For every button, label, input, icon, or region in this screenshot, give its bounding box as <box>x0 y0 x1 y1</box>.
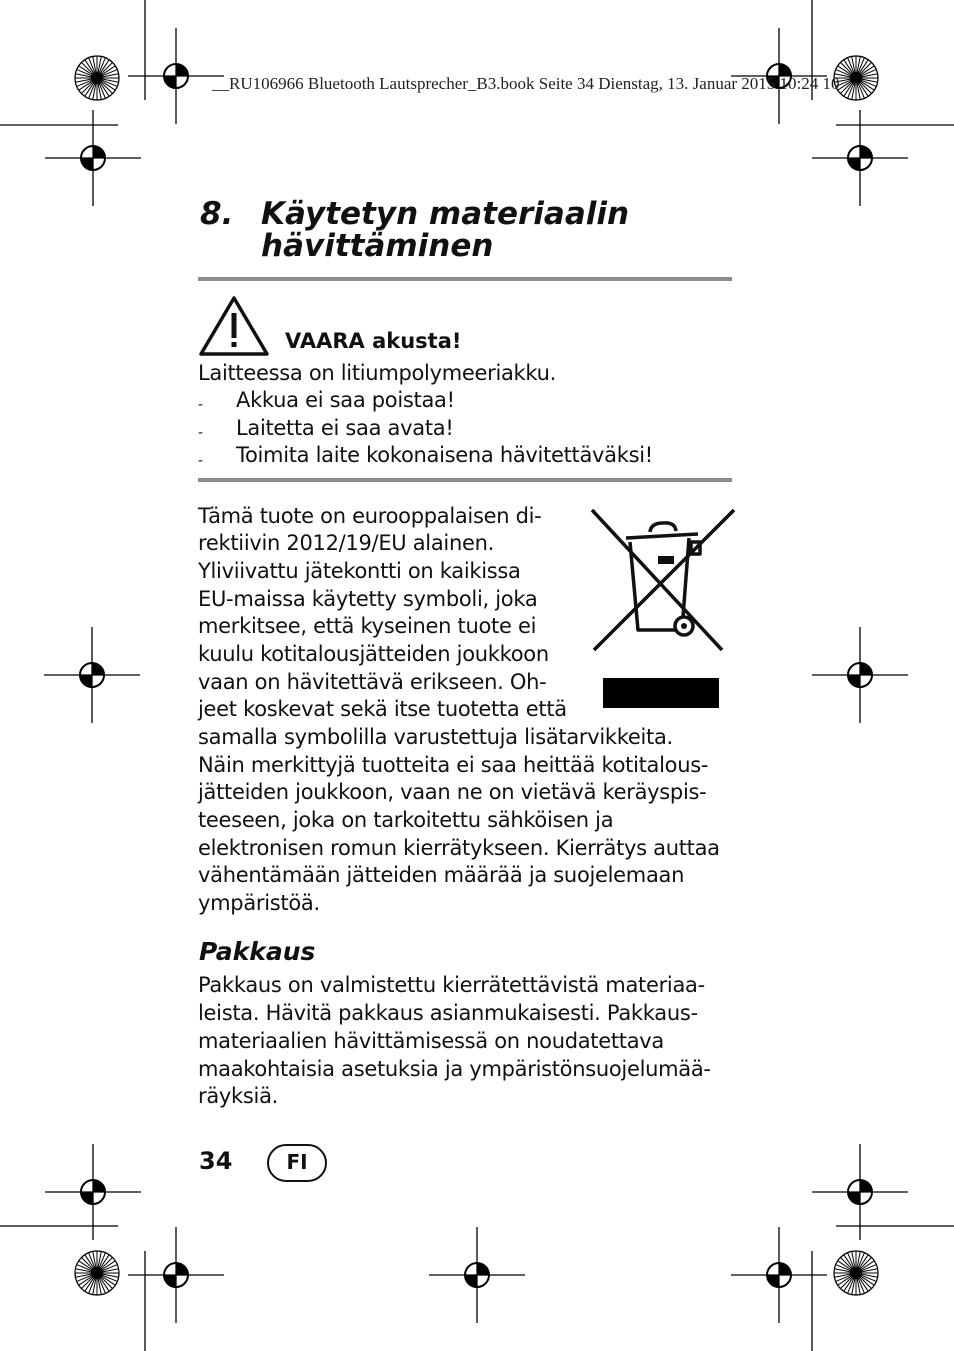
heading-divider <box>198 277 732 281</box>
weee-text-line: merkitsee, että kyseinen tuote ei <box>198 614 537 638</box>
weee-text-line: EU-maissa käytetty symboli, joka <box>198 587 538 611</box>
warning-triangle-icon <box>198 295 270 357</box>
weee-text-line: teeseen, joka on tarkoitettu sähköisen ja <box>198 808 614 832</box>
packaging-text-line: leista. Hävitä pakkaus asianmukaisesti. Pakkaus- <box>198 1001 698 1025</box>
warning-bullet: Laitetta ei saa avata! <box>236 416 454 440</box>
weee-black-bar <box>603 678 719 708</box>
weee-text-line: jeet koskevat sekä itse tuotetta että <box>198 697 567 721</box>
packaging-text-line: maakohtaisia asetuksia ja ympäristönsuojelumää- <box>198 1057 711 1081</box>
warning-title: VAARA akusta! <box>285 329 462 353</box>
packaging-text-line: Pakkaus on valmistettu kierrätettävistä materiaa- <box>198 973 705 997</box>
weee-text-line: Yliviivattu jätekontti on kaikissa <box>198 559 521 583</box>
section-title-line-2: hävittäminen <box>261 228 494 264</box>
packaging-text-line: materiaalien hävittämisessä on noudatettava <box>198 1029 664 1053</box>
weee-text-line: kuulu kotitalousjätteiden joukkoon <box>198 642 549 666</box>
warning-divider <box>198 478 732 482</box>
bullet-dash: - <box>198 453 203 469</box>
weee-text-line: rektiivin 2012/19/EU alainen. <box>198 531 494 555</box>
packaging-text-line: räyksiä. <box>198 1084 279 1108</box>
bullet-dash: - <box>198 425 203 441</box>
warning-bullet: Akkua ei saa poistaa! <box>236 388 455 412</box>
warning-bullet: Toimita laite kokonaisena hävitettäväksi! <box>236 443 653 467</box>
weee-text-line: vaan on hävitettävä erikseen. Oh- <box>198 670 547 694</box>
weee-text-line: vähentämään jätteiden määrää ja suojelemaan <box>198 863 685 887</box>
bullet-dash: - <box>198 397 203 413</box>
page-number: 34 <box>199 1147 233 1175</box>
packaging-heading: Pakkaus <box>199 937 316 966</box>
weee-text-line: Tämä tuote on eurooppalaisen di- <box>198 504 542 528</box>
weee-text-line: Näin merkittyjä tuotteita ei saa heittää kotitalous- <box>198 753 709 777</box>
crossed-out-wheelie-bin-icon <box>588 506 738 656</box>
weee-text-line: jätteiden joukkoon, vaan ne on vietävä keräyspis- <box>198 780 707 804</box>
warning-intro: Laitteessa on litiumpolymeeriakku. <box>198 361 557 385</box>
weee-text-line: samalla symbolilla varustettuja lisätarvikkeita. <box>198 725 673 749</box>
print-header: __RU106966 Bluetooth Lautsprecher_B3.book Seite 34 Dienstag, 13. Januar 2015 10:24 10 <box>212 74 840 93</box>
weee-text-line: elektronisen romun kierrätykseen. Kierrätys auttaa <box>198 836 720 860</box>
section-title-line-1: Käytetyn materiaalin <box>261 196 630 232</box>
language-badge: FI <box>267 1144 327 1182</box>
weee-text-line: ympäristöä. <box>198 891 320 915</box>
section-number: 8. <box>200 196 234 232</box>
